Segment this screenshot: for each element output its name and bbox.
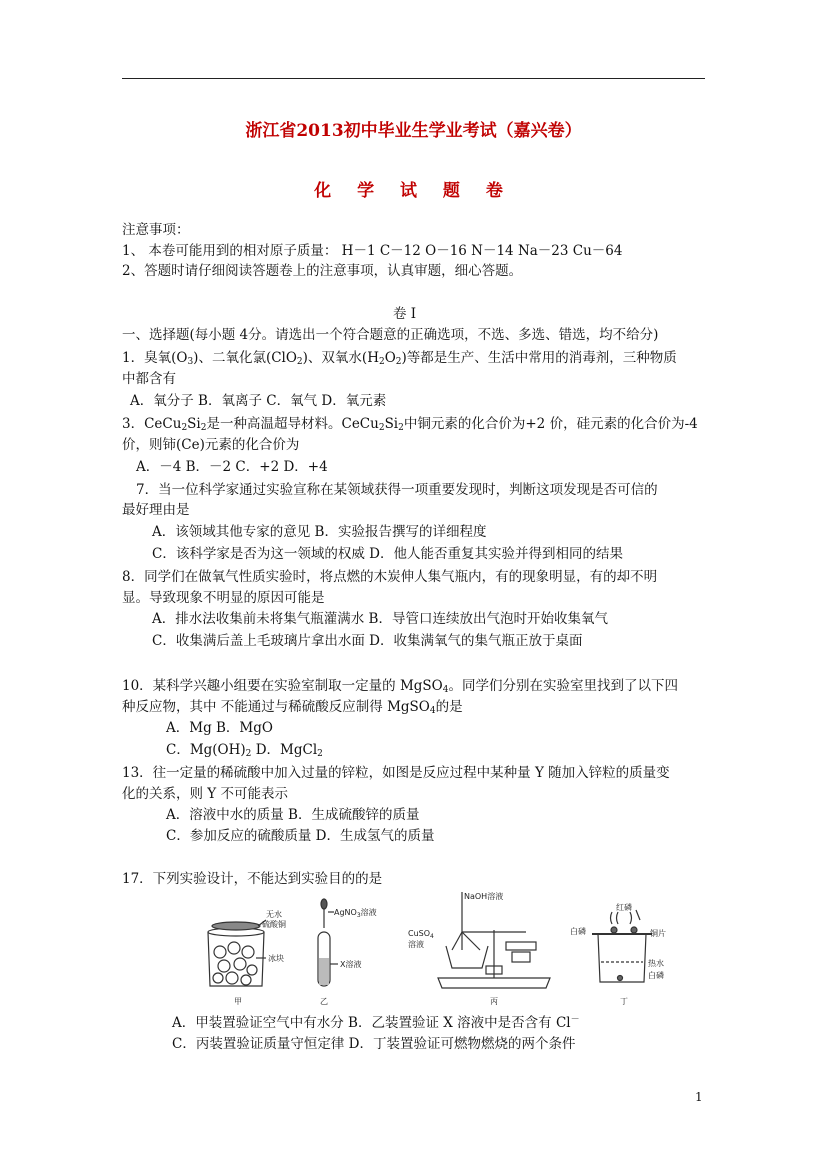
apparatus-bing	[438, 892, 550, 988]
ding-label-white2: 白磷	[648, 971, 664, 980]
apparatus-jia	[208, 920, 266, 986]
yi-caption: 乙	[320, 997, 328, 1006]
bing-caption: 丙	[490, 997, 498, 1006]
q8-options-ab: A．排水法收集前未将集气瓶灌满水 B．导管口连续放出气泡时开始收集氧气	[152, 611, 608, 627]
q13-stem-line2: 化的关系，则 Y 不可能表示	[122, 786, 288, 802]
q13-options-cd: C．参加反应的硫酸质量 D．生成氢气的质量	[166, 828, 435, 844]
q13-options-ab: A．溶液中水的质量 B．生成硫酸锌的质量	[166, 807, 420, 823]
bing-label-cuso4-b: 溶液	[408, 940, 424, 949]
ding-label-hot: 热水	[648, 959, 664, 968]
q17-apparatus-figure	[200, 890, 670, 1010]
q10-options-cd: C．$Mg(OH)_2$ D．MgCl$_2$	[166, 742, 323, 759]
header-rule	[122, 78, 705, 79]
q7-options-ab: A．该领域其他专家的意见 B．实验报告撰写的详细程度	[152, 524, 487, 540]
ding-label-cu: 铜片	[650, 929, 666, 938]
notes-heading: 注意事项：	[122, 222, 190, 238]
bing-label-cuso4: CuSO$_4$	[408, 929, 434, 940]
q7-options-cd: C．该科学家是否为这一领域的权威 D．他人能否重复其实验并得到相同的结果	[152, 546, 623, 562]
q17-stem: 17．下列实验设计，不能达到实验目的的是	[122, 871, 383, 887]
q8-stem-line2: 显。导致现象不明显的原因可能是	[122, 590, 325, 606]
q3-stem: 3．$CeCu_2Si_2$是一种高温超导材料。$CeCu_2Si_2$中铜元素的化合价为+2 价，硅元素的化合价为-4	[122, 416, 698, 433]
q1-stem-line2: 中都含有	[122, 371, 176, 387]
bing-label-naoh: NaOH溶液	[464, 892, 504, 901]
section-instruction: 一、选择题(每小题 4分。请选出一个符合题意的正确选项，不选、多选、错选，均不给分)	[122, 327, 659, 343]
jia-caption: 甲	[234, 997, 242, 1006]
note-1: 1、 本卷可能用到的相对原子质量： H－1 C－12 O－16 N－14 Na－23 Cu－64	[122, 243, 623, 259]
q13-stem: 13．往一定量的稀硫酸中加入过量的锌粒，如图是反应过程中某种量 Y 随加入锌粒的质量变	[122, 765, 670, 781]
q10-stem: 10．某科学兴趣小组要在实验室制取一定量的 MgSO$_4$。同学们分别在实验室里找到了以下四	[122, 678, 678, 695]
apparatus-ding	[592, 910, 652, 982]
q17-options-cd: C．丙装置验证质量守恒定律 D．丁装置验证可燃物燃烧的两个条件	[172, 1036, 576, 1052]
q7-stem: 7．当一位科学家通过实验宣称在某领域获得一项重要发现时，判断这项发现是否可信的	[136, 482, 658, 498]
page-subtitle: 化 学 试 题 卷	[314, 181, 513, 201]
q8-options-cd: C．收集满后盖上毛玻璃片拿出水面 D．收集满氧气的集气瓶正放于桌面	[152, 633, 583, 649]
jia-label-top2: 硫酸铜	[262, 920, 286, 929]
q17-options-ab: A．甲装置验证空气中有水分 B．乙装置验证 X 溶液中是否含有 Cl－	[172, 1014, 580, 1031]
q8-stem: 8．同学们在做氧气性质实验时，将点燃的木炭伸人集气瓶内，有的现象明显，有的却不明	[122, 569, 658, 585]
jia-label-top: 无水	[266, 910, 282, 919]
yi-label-agno3: AgNO$_3$溶液	[334, 908, 377, 919]
note-2: 2、答题时请仔细阅读答题卷上的注意事项，认真审题，细心答题。	[122, 263, 523, 279]
yi-label-x: X溶液	[340, 960, 362, 969]
volume-heading: 卷 Ⅰ	[393, 306, 417, 322]
ding-label-red: 红磷	[616, 903, 632, 912]
page-title: 浙江省2013初中毕业生学业考试（嘉兴卷）	[245, 121, 582, 141]
q1-options: A．氧分子 B．氧离子 C．氧气 D．氧元素	[130, 393, 387, 409]
q3-options: A．－4 B．－2 C．+2 D．+4	[136, 459, 328, 475]
ding-caption: 丁	[620, 997, 628, 1006]
jia-label-ice: 冰块	[268, 954, 284, 963]
q10-stem-line2: 种反应物，其中 不能通过与稀硫酸反应制得 MgSO$_4$的是	[122, 699, 463, 716]
q3-stem-line2: 价，则铈(Ce)元素的化合价为	[122, 437, 300, 453]
page-number: 1	[695, 1090, 703, 1104]
q1-stem: 1．臭氧$(O_3)$、二氧化氯(ClO$_2$)、双氧水$(H_2O_2)$等都是生产、生活中常用的消毒剂，三种物质	[122, 350, 677, 367]
q7-stem-line2: 最好理由是	[122, 502, 190, 518]
ding-label-white: 白磷	[570, 927, 586, 936]
q10-options-ab: A．Mg B．MgO	[166, 720, 273, 736]
